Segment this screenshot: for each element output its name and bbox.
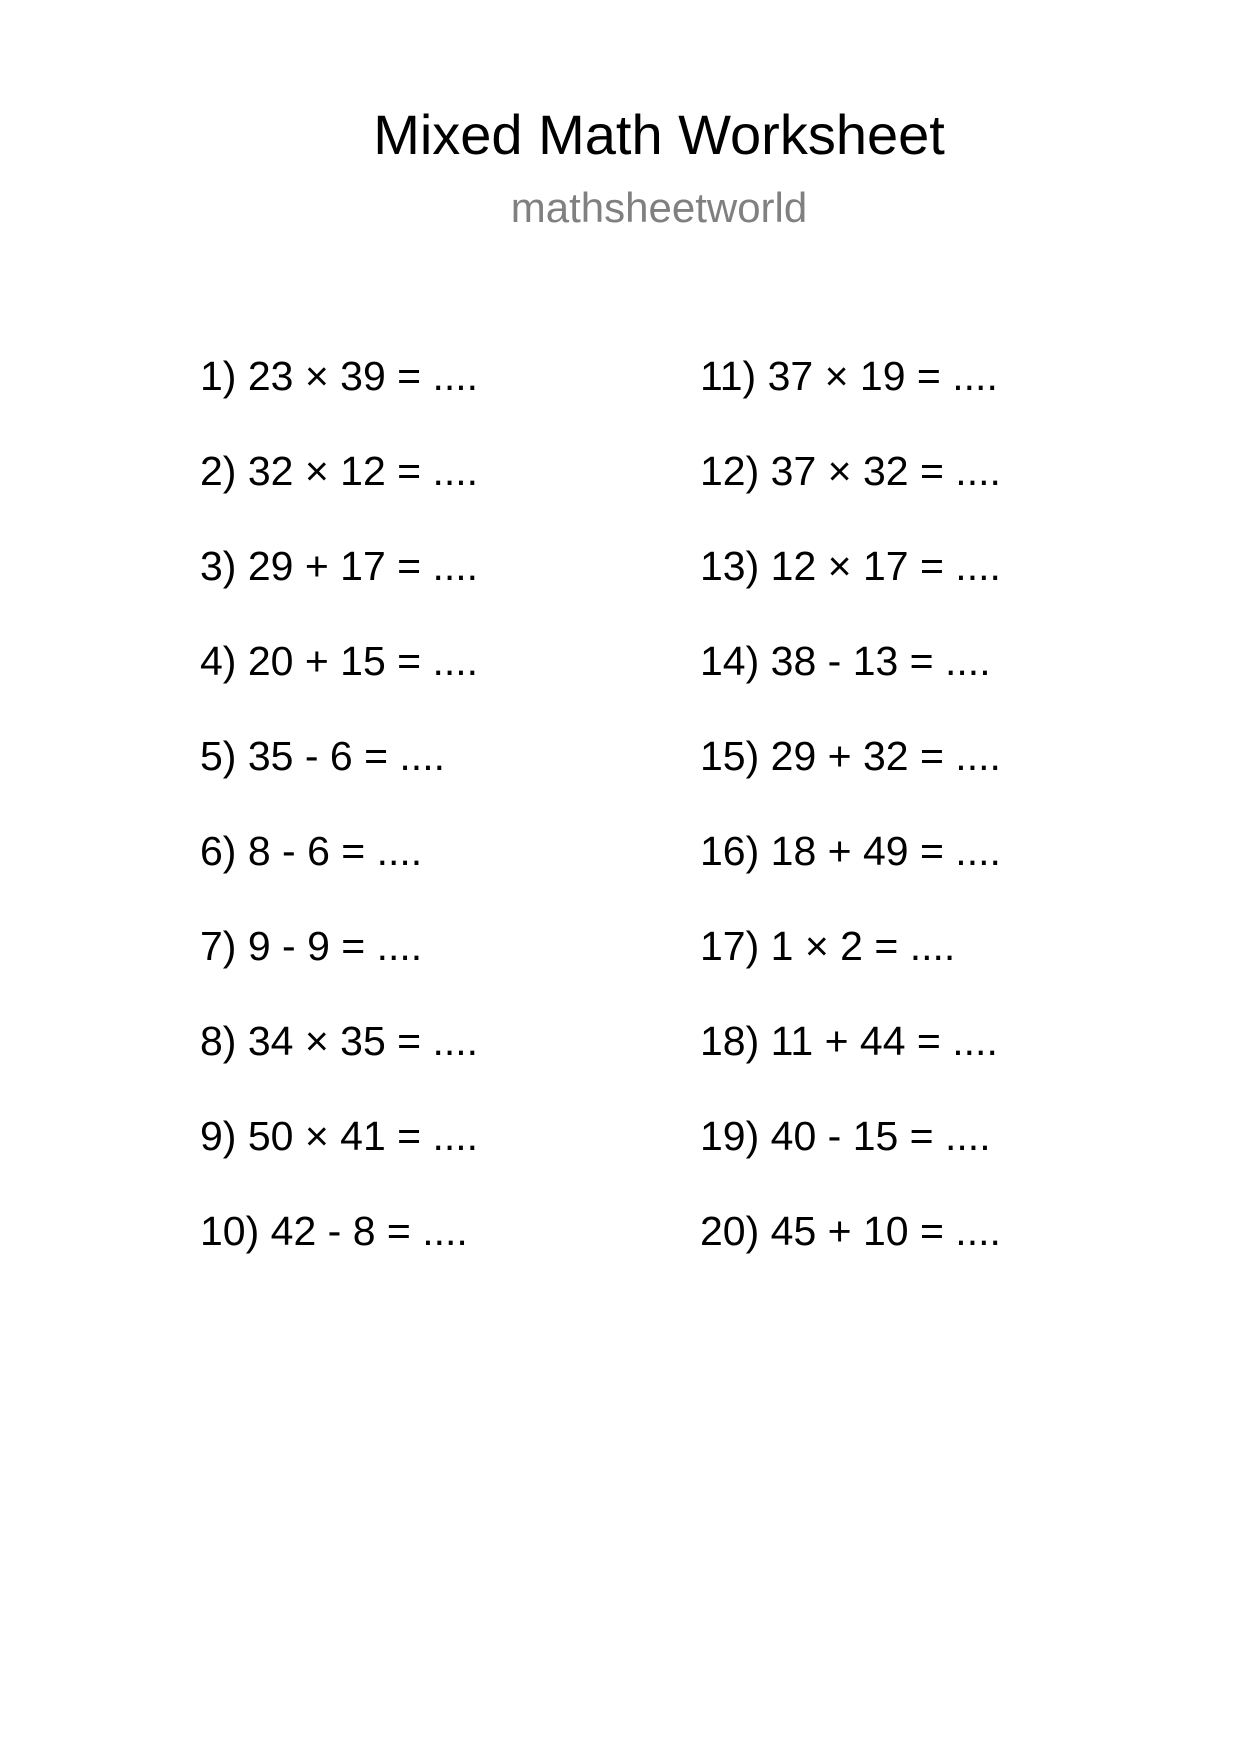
problem-7: 7) 9 - 9 = .... (200, 923, 423, 969)
problem-16: 16) 18 + 49 = .... (700, 828, 1001, 874)
problem-10: 10) 42 - 8 = .... (200, 1208, 468, 1254)
problem-13: 13) 12 × 17 = .... (700, 543, 1001, 589)
problem-11: 11) 37 × 19 = .... (700, 353, 998, 399)
problem-14: 14) 38 - 13 = .... (700, 638, 991, 684)
problem-2: 2) 32 × 12 = .... (200, 448, 479, 494)
problem-6: 6) 8 - 6 = .... (200, 828, 423, 874)
problem-4: 4) 20 + 15 = .... (200, 638, 479, 684)
problem-3: 3) 29 + 17 = .... (200, 543, 479, 589)
problem-9: 9) 50 × 41 = .... (200, 1113, 479, 1159)
problem-15: 15) 29 + 32 = .... (700, 733, 1001, 779)
left-problem-column (200, 352, 640, 1302)
problem-5: 5) 35 - 6 = .... (200, 733, 445, 779)
right-problem-column (700, 352, 1140, 1302)
problem-19: 19) 40 - 15 = .... (700, 1113, 991, 1159)
worksheet-title: Mixed Math Worksheet (373, 103, 945, 166)
problem-18: 18) 11 + 44 = .... (700, 1018, 998, 1064)
problem-1: 1) 23 × 39 = .... (200, 353, 479, 399)
problem-20: 20) 45 + 10 = .... (700, 1208, 1001, 1254)
problem-8: 8) 34 × 35 = .... (200, 1018, 479, 1064)
worksheet-subtitle: mathsheetworld (510, 184, 808, 231)
problem-12: 12) 37 × 32 = .... (700, 448, 1001, 494)
problem-17: 17) 1 × 2 = .... (700, 923, 956, 969)
